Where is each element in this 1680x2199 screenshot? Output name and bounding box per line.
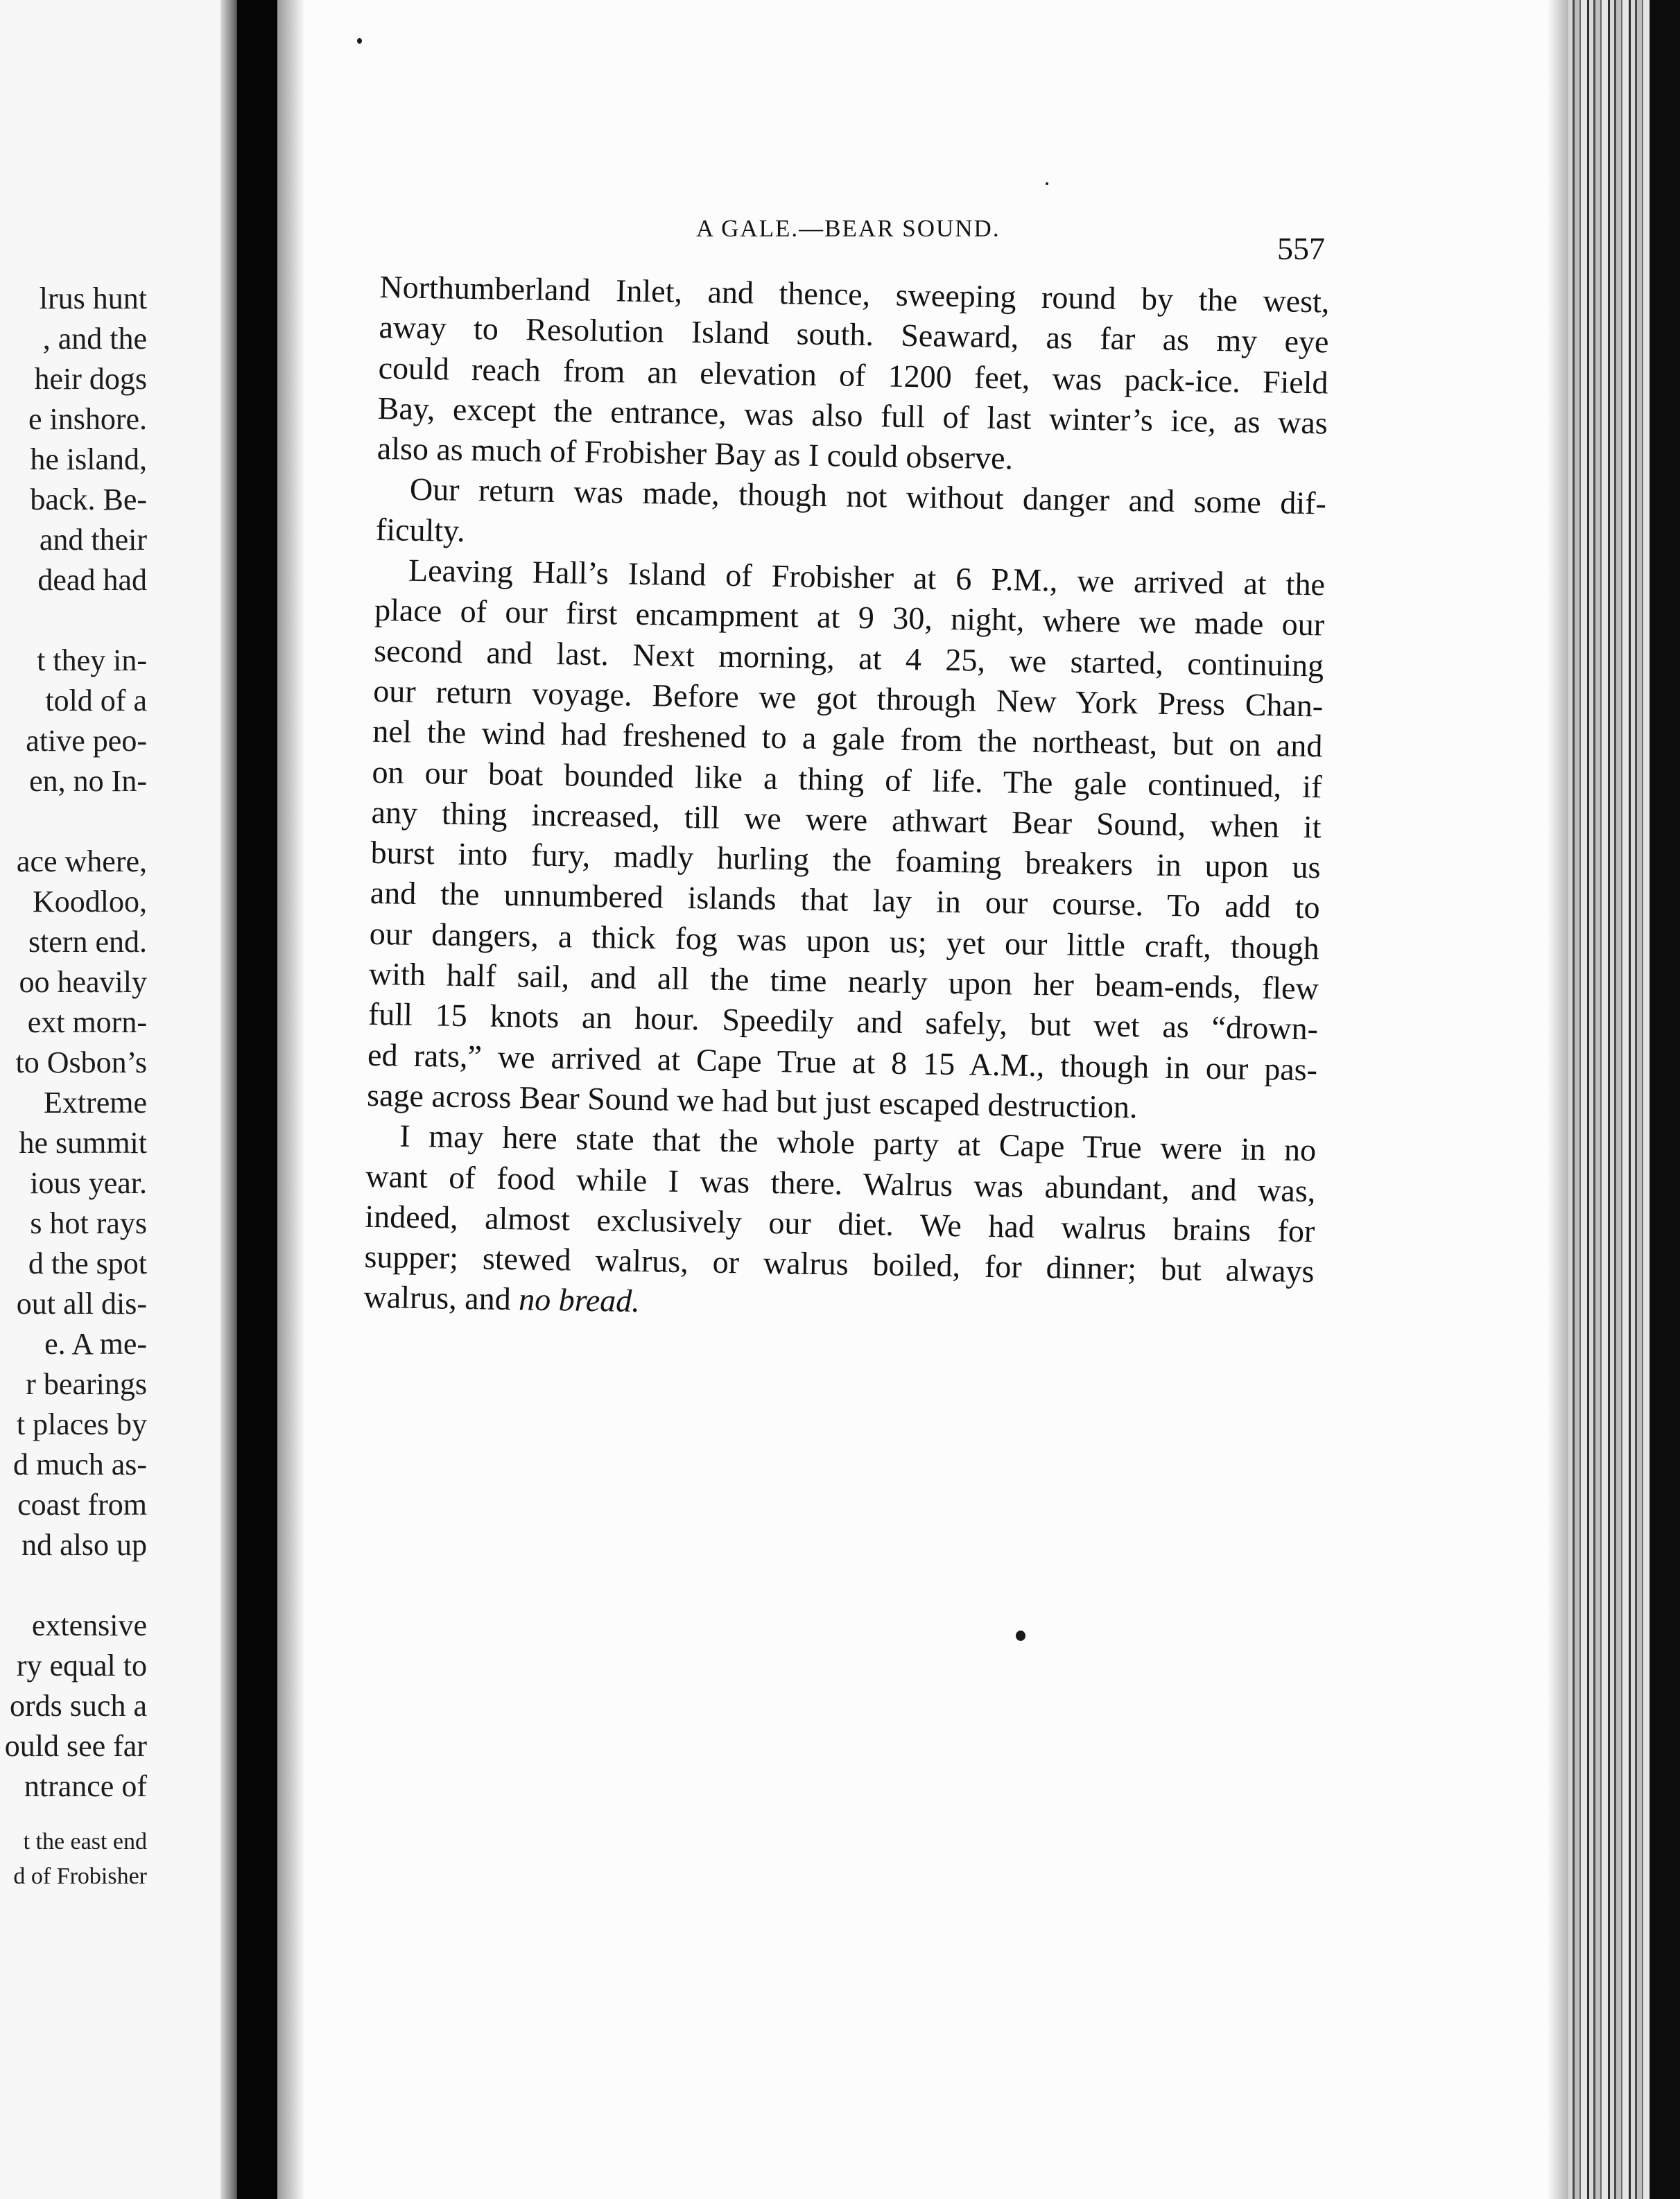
- left-page-line: en, no In-: [29, 764, 147, 798]
- text-line: any thing increased, till we were athwart Bear Sound, when it: [371, 794, 1322, 845]
- text-line: also as much of Frobisher Bay as I could observe.: [376, 431, 1014, 476]
- text-line: second and last. Next morning, at 4 25, we started, continuing: [373, 632, 1324, 684]
- italic-phrase: no bread.: [518, 1281, 641, 1319]
- left-page-line: he island,: [30, 442, 147, 476]
- left-page-line: ords such a: [10, 1689, 147, 1723]
- final-line-text: walrus, and: [363, 1279, 519, 1317]
- left-page-line: ntrance of: [24, 1769, 147, 1803]
- left-page-line: s hot rays: [30, 1206, 147, 1240]
- left-page-line: dead had: [37, 563, 147, 597]
- scan-speck: [357, 38, 362, 44]
- left-page-line: , and the: [42, 322, 147, 356]
- left-page-line: told of a: [45, 684, 147, 718]
- text-line: with half sail, and all the time nearly upon her beam-ends, flew: [368, 955, 1319, 1007]
- left-page-line: ious year.: [30, 1166, 147, 1200]
- text-line: Bay, except the entrance, was also full of last winter’s ice, as was: [377, 390, 1328, 441]
- left-facing-page: [0, 0, 229, 2199]
- left-page-line: ace where,: [16, 844, 147, 878]
- text-line: sage across Bear Sound we had but just escaped destruction.: [366, 1077, 1138, 1125]
- left-page-line: t places by: [16, 1407, 147, 1441]
- text-line: want of food while I was there. Walrus was abundant, and was,: [365, 1158, 1316, 1208]
- text-line: supper; stewed walrus, or walrus boiled, for dinner; but always: [364, 1238, 1315, 1289]
- left-page-line: he summit: [19, 1126, 147, 1160]
- text-line: and the unnumbered islands that lay in our course. To add to: [370, 875, 1321, 925]
- body-text: [363, 267, 1330, 1335]
- text-line: indeed, almost exclusively our diet. We had walrus brains for: [365, 1198, 1315, 1249]
- left-page-line: t they in-: [37, 643, 147, 677]
- gutter-fade: [277, 0, 305, 2199]
- text-line: ficulty.: [375, 511, 466, 548]
- left-page-line: e inshore.: [28, 402, 147, 436]
- text-line: burst into fury, madly hurling the foaming breakers in upon us: [370, 835, 1321, 885]
- text-line: Northumberland Inlet, and thence, sweeping round by the west,: [379, 268, 1330, 320]
- left-page-line: e. A me-: [44, 1327, 147, 1361]
- left-page-line: extensive: [31, 1608, 147, 1642]
- left-page-line: lrus hunt: [39, 281, 147, 315]
- left-page-line: ry equal to: [16, 1649, 147, 1683]
- left-page-line: Extreme: [43, 1086, 147, 1120]
- text-line: place of our first encampment at 9 30, night, where we made our: [374, 592, 1325, 643]
- left-page-footnote-line: t the east end: [23, 1829, 147, 1854]
- text-line: on our boat bounded like a thing of life. The gale continued, if: [372, 754, 1322, 804]
- left-page-line: stern end.: [28, 925, 147, 959]
- left-page-line: ext morn-: [27, 1005, 147, 1039]
- scan-speck: [1016, 1631, 1025, 1641]
- left-page-line: ould see far: [4, 1729, 147, 1763]
- text-line: nel the wind had freshened to a gale from the northeast, but on and: [372, 713, 1323, 764]
- page-number: 557: [1277, 231, 1325, 266]
- left-page-line: out all dis-: [16, 1287, 147, 1321]
- text-line: I may here state that the whole party at Cape True were in no: [399, 1118, 1317, 1168]
- text-line: full 15 knots an hour. Speedily and safely, but wet as “drown-: [367, 996, 1319, 1047]
- text-line: ed rats,” we arrived at Cape True at 8 15 A.M., though in our pas-: [367, 1036, 1318, 1088]
- left-page-line: and their: [39, 523, 147, 557]
- text-line: Our return was made, though not without danger and some dif-: [409, 471, 1327, 521]
- left-page-line: ative peo-: [26, 724, 147, 758]
- scan-edge-dark: [1650, 0, 1680, 2199]
- left-page-line: Koodloo,: [33, 885, 147, 919]
- text-line: our return voyage. Before we got through New York Press Chan-: [372, 672, 1324, 724]
- left-page-line: nd also up: [21, 1528, 147, 1562]
- left-page-line: r bearings: [26, 1367, 147, 1401]
- left-page-line: coast from: [17, 1488, 147, 1522]
- text-line: our dangers, a thick fog was upon us; yet our little craft, though: [369, 915, 1320, 966]
- scan-speck: [1046, 182, 1048, 185]
- left-page-line: to Osbon’s: [15, 1045, 147, 1079]
- fore-edge-shadow: [1548, 0, 1568, 2199]
- running-head: A GALE.—BEAR SOUND.: [696, 215, 1001, 242]
- text-line: away to Resolution Island south. Seaward, as far as my eye: [379, 309, 1329, 360]
- left-page-line: heir dogs: [34, 362, 147, 396]
- left-page-line: d much as-: [12, 1448, 147, 1481]
- text-line: Leaving Hall’s Island of Frobisher at 6 P.M., we arrived at the: [408, 552, 1326, 602]
- left-page-line: oo heavily: [19, 965, 147, 999]
- left-page-line: d the spot: [28, 1246, 147, 1280]
- left-page-footnote-line: d of Frobisher: [13, 1863, 147, 1889]
- binding-gutter: [237, 0, 277, 2199]
- left-page-line: back. Be-: [30, 483, 147, 516]
- text-line: could reach from an elevation of 1200 feet, was pack-ice. Field: [378, 349, 1328, 401]
